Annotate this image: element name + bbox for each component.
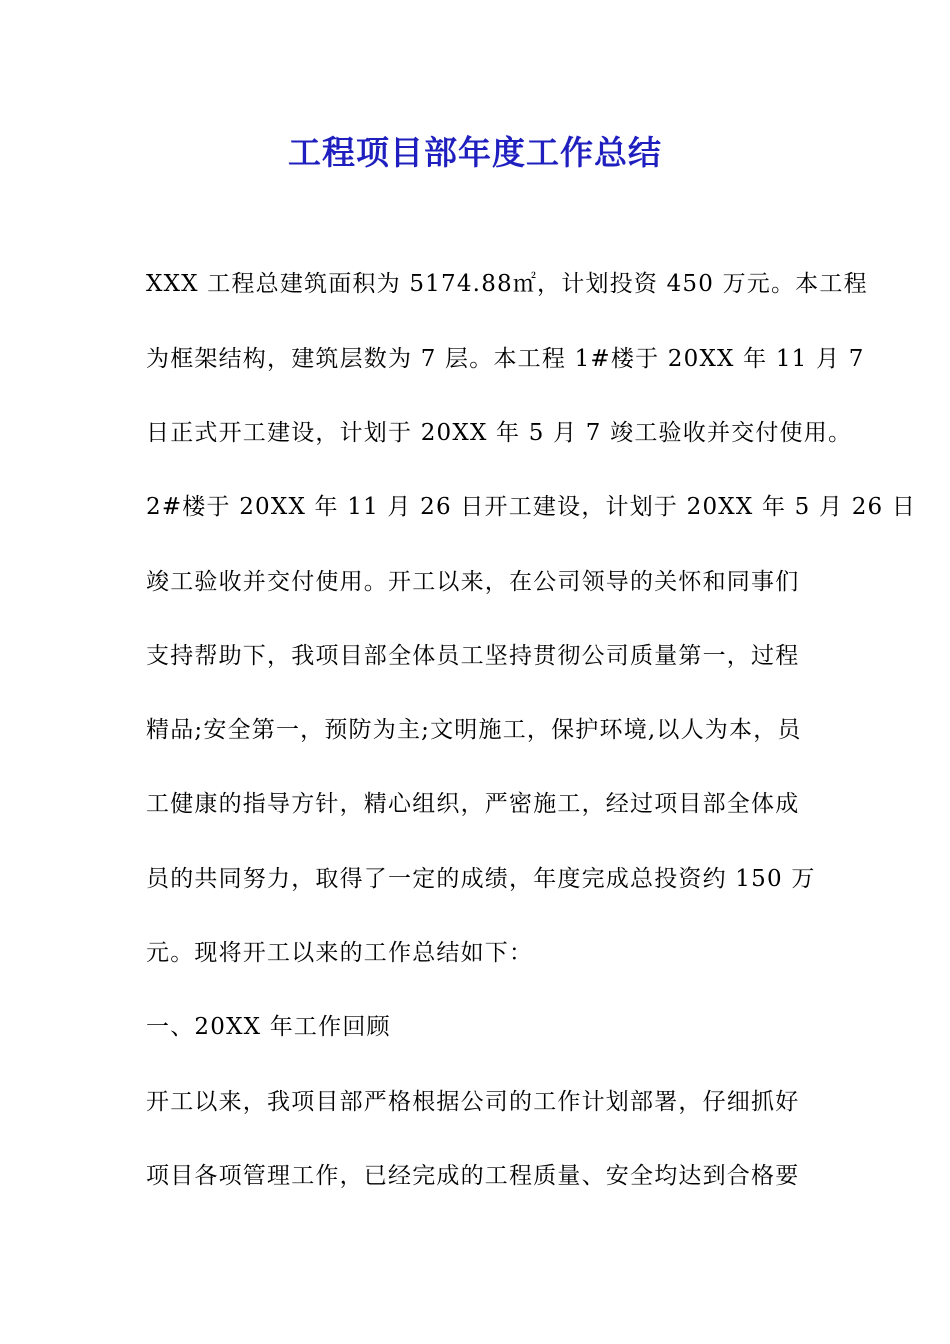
document-title: 工程项目部年度工作总结 bbox=[288, 133, 662, 172]
paragraph-line: 员的共同努力，取得了一定的成绩，年度完成总投资约 150 万 bbox=[146, 866, 816, 892]
paragraph-line: XXX 工程总建筑面积为 5174.88㎡，计划投资 450 万元。本工程 bbox=[146, 271, 868, 297]
paragraph-line: 2#楼于 20XX 年 11 月 26 日开工建设，计划于 20XX 年 5 月 26 日 bbox=[146, 494, 917, 520]
paragraph-line: 日正式开工建设，计划于 20XX 年 5 月 7 竣工验收并交付使用。 bbox=[146, 420, 853, 446]
paragraph-line: 开工以来，我项目部严格根据公司的工作计划部署，仔细抓好 bbox=[146, 1089, 800, 1115]
paragraph-line: 精品;安全第一，预防为主;文明施工，保护环境,以人为本，员 bbox=[146, 717, 802, 743]
paragraph-line: 竣工验收并交付使用。开工以来，在公司领导的关怀和同事们 bbox=[146, 569, 800, 595]
paragraph-line: 为框架结构，建筑层数为 7 层。本工程 1#楼于 20XX 年 11 月 7 bbox=[146, 346, 865, 372]
paragraph-line: 工健康的指导方针，精心组织，严密施工，经过项目部全体成 bbox=[146, 791, 800, 817]
paragraph-line: 支持帮助下，我项目部全体员工坚持贯彻公司质量第一，过程 bbox=[146, 643, 800, 669]
paragraph-line: 项目各项管理工作，已经完成的工程质量、安全均达到合格要 bbox=[146, 1163, 800, 1189]
paragraph-line: 元。现将开工以来的工作总结如下： bbox=[146, 940, 534, 966]
section-heading: 一、20XX 年工作回顾 bbox=[146, 1014, 391, 1040]
